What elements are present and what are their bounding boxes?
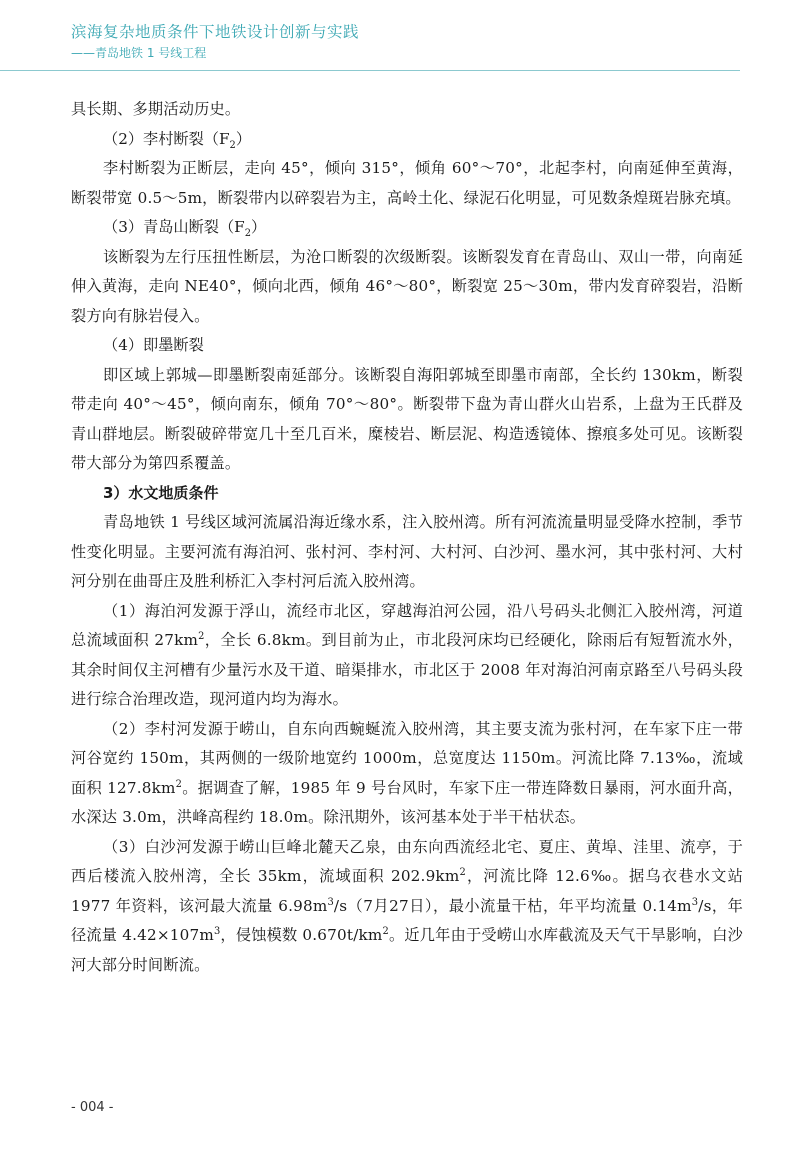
- subscript: 2: [244, 228, 251, 240]
- text-run: ，全长 6.8km。到目前为止，市北段河床均已经硬化，除雨后有短暂流水外，其余时间仅主河槽有少量污水及干道、暗渠排水，市北区于 2008 年对海泊河南京路至八号码头段进行综合治理改造，现河道内均为海水。: [71, 631, 743, 708]
- running-header: [71, 22, 359, 61]
- text-run: 。近几年由于受崂山水库截流及天气干旱影响，白沙河大部分时间断流。: [71, 926, 743, 974]
- paragraph-haibo-river: [71, 597, 743, 715]
- superscript: 2: [459, 866, 466, 878]
- superscript: 2: [175, 778, 183, 790]
- superscript: 3: [213, 925, 221, 937]
- subscript: 2: [229, 139, 236, 151]
- heading-text: （2）李村断裂（F: [103, 129, 230, 148]
- paragraph-licun-river: [71, 715, 743, 833]
- book-title: 滨海复杂地质条件下地铁设计创新与实践: [71, 23, 360, 41]
- text-run: （3）白沙河发源于崂山巨峰北麓天乙泉，由东向西流经北宅、夏庄、黄埠、洼里、流亭，于西后楼流入胶州湾，全长 35km，流域面积 202.9km: [71, 837, 743, 885]
- heading-hydrogeology: 3）水文地质条件: [103, 483, 219, 502]
- text-run: （1）海泊河发源于浮山，流经市北区，穿越海泊河公园，沿八号码头北侧汇入胶州湾，河道总流域面积 27km: [71, 601, 743, 649]
- text-run: ，河流比降 12.6‰。据乌衣巷水文站 1977 年资料，该河最大流量 6.98m: [71, 867, 743, 915]
- heading-text-end: ）: [251, 218, 267, 236]
- text-run: /s（7月27日），最小流量干枯，年平均流量 0.14m: [333, 896, 692, 915]
- book-subtitle: ——青岛地铁 1 号线工程: [71, 46, 207, 60]
- superscript: 3: [327, 896, 334, 908]
- paragraph-baisha-river: [71, 833, 743, 981]
- paragraph-continuation: 具长期、多期活动历史。: [71, 100, 241, 118]
- heading-text-end: ）: [235, 129, 251, 148]
- text-run: （2）李村河发源于崂山，自东向西蜿蜒流入胶州湾，其主要支流为张村河，在车家下庄一带河谷宽约 150m，其两侧的一级阶地宽约 1000m，总宽度达 1150m。河流比降 7.13‰，流域面积 127.8km: [71, 719, 743, 797]
- header-rule: [0, 70, 740, 71]
- paragraph-licun-fault: 李村断裂为正断层，走向 45°，倾向 315°，倾角 60°～70°，北起李村，向南延伸至黄海，断裂带宽 0.5～5m，断裂带内以碎裂岩为主，高岭土化、绿泥石化明显，可见数条煌斑岩脉充填。: [71, 159, 743, 207]
- heading-jimo-fault: （4）即墨断裂: [103, 336, 204, 354]
- heading-qingdaoshan-fault: [103, 213, 743, 243]
- text-run: /s，年径流量 4.42×107m: [71, 896, 743, 944]
- text-run: ，侵蚀模数 0.670t/km: [220, 926, 383, 944]
- text-run: 。据调查了解，1985 年 9 号台风时，车家下庄一带连降数日暴雨，河水面升高，水深达 3.0m，洪峰高程约 18.0m。除汛期外，该河基本处于半干枯状态。: [71, 778, 743, 826]
- superscript: 2: [382, 925, 389, 937]
- page-body: [71, 95, 743, 980]
- paragraph-jimo-fault: 即区域上郭城—即墨断裂南延部分。该断裂自海阳郭城至即墨市南部，全长约 130km，断裂带走向 40°～45°，倾向南东，倾角 70°～80°。断裂带下盘为青山群火山岩系，上盘为王氏群及青山群地层。断裂破碎带宽几十至几百米，糜棱岩、断层泥、构造透镜体、擦痕多处可见。该断裂带大部分为第四系覆盖。: [71, 365, 743, 472]
- superscript: 3: [691, 896, 699, 908]
- superscript: 2: [198, 630, 205, 642]
- paragraph-hydrogeology: 青岛地铁 1 号线区域河流属沿海近缘水系，注入胶州湾。所有河流流量明显受降水控制，季节性变化明显。主要河流有海泊河、张村河、李村河、大村河、白沙河、墨水河，其中张村河、大村河分别在曲哥庄及胜利桥汇入李村河后流入胶州湾。: [71, 513, 743, 590]
- heading-text: （3）青岛山断裂（F: [103, 218, 245, 236]
- page-number: - 004 -: [71, 1100, 114, 1115]
- heading-licun-fault: [103, 125, 743, 155]
- paragraph-qingdaoshan-fault: 该断裂为左行压扭性断层，为沧口断裂的次级断裂。该断裂发育在青岛山、双山一带，向南延伸入黄海，走向 NE40°，倾向北西，倾角 46°～80°，断裂宽 25～30m，带内发育碎裂岩，沿断裂方向有脉岩侵入。: [71, 247, 743, 325]
